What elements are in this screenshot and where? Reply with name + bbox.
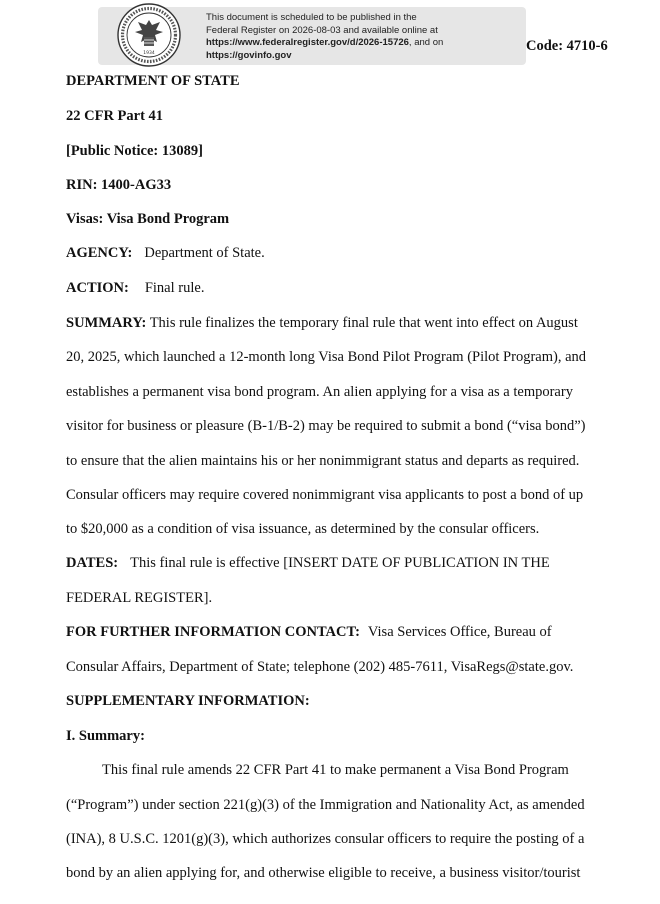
govinfo-link[interactable]: https://govinfo.gov: [206, 49, 292, 61]
contact-line: FOR FURTHER INFORMATION CONTACT: Visa Services Office, Bureau of: [66, 624, 552, 640]
summary-line: Consular officers may require covered nonimmigrant visa applicants to post a bond of up: [66, 487, 584, 503]
banner-notice: [206, 12, 522, 62]
federal-register-link[interactable]: https://www.federalregister.gov/d/2026-15726: [206, 37, 409, 49]
svg-text:1934: 1934: [143, 51, 155, 56]
banner-line: https://www.federalregister.gov/d/2026-15726, and on: [206, 37, 444, 49]
dates-label: DATES:: [66, 555, 119, 571]
summary-label: SUMMARY:: [66, 315, 147, 331]
billing-code: Code: 4710-6: [526, 38, 608, 54]
banner-line: This document is scheduled to be published in the: [206, 12, 417, 23]
agency-label: AGENCY:: [66, 245, 133, 261]
body-line: (INA), 8 U.S.C. 1201(g)(3), which authorizes consular officers to require the posting of a: [66, 831, 585, 847]
section-heading: I. Summary:: [66, 728, 145, 744]
body-line: This final rule amends 22 CFR Part 41 to make permanent a Visa Bond Program: [102, 762, 569, 778]
body-line: (“Program”) under section 221(g)(3) of the Immigration and Nationality Act, as amended: [66, 797, 585, 813]
document-subject: Visas: Visa Bond Program: [66, 211, 230, 227]
action-line: [66, 279, 204, 297]
banner-line: Federal Register on 2026-08-03 and available online at: [206, 24, 438, 36]
cfr-part: 22 CFR Part 41: [66, 108, 164, 124]
contact-line: Consular Affairs, Department of State; telephone (202) 485-7611, VisaRegs@state.gov.: [66, 659, 574, 675]
dates-line: DATES: This final rule is effective [INSERT DATE OF PUBLICATION IN THE: [66, 555, 550, 571]
department-heading: DEPARTMENT OF STATE: [66, 73, 240, 89]
body-line: bond by an alien applying for, and otherwise eligible to receive, a business visitor/tourist: [66, 865, 581, 881]
rin-number: RIN: 1400-AG33: [66, 177, 172, 193]
public-notice: [Public Notice: 13089]: [66, 143, 203, 159]
summary-line: visitor for business or pleasure (B-1/B-2) may be required to submit a bond (“visa bond”): [66, 418, 586, 434]
dates-line: FEDERAL REGISTER].: [66, 590, 213, 606]
summary-line: to $20,000 as a condition of visa issuance, as determined by the consular officers.: [66, 521, 540, 537]
summary-line: SUMMARY: This rule finalizes the temporary final rule that went into effect on August: [66, 315, 578, 331]
summary-line: to ensure that the alien maintains his or her nonimmigrant status and departs as required.: [66, 453, 580, 469]
action-value: Final rule.: [144, 280, 205, 296]
agency-value: Department of State.: [144, 245, 265, 261]
summary-line: establishes a permanent visa bond program. An alien applying for a visa as a temporary: [66, 384, 573, 400]
action-label: ACTION:: [66, 280, 129, 296]
supplementary-heading: SUPPLEMENTARY INFORMATION:: [66, 693, 310, 709]
summary-line: 20, 2025, which launched a 12-month long Visa Bond Pilot Program (Pilot Program), and: [66, 349, 587, 365]
agency-line: [66, 244, 265, 262]
contact-label: FOR FURTHER INFORMATION CONTACT:: [66, 624, 360, 640]
national-archives-seal-icon: [110, 2, 188, 68]
